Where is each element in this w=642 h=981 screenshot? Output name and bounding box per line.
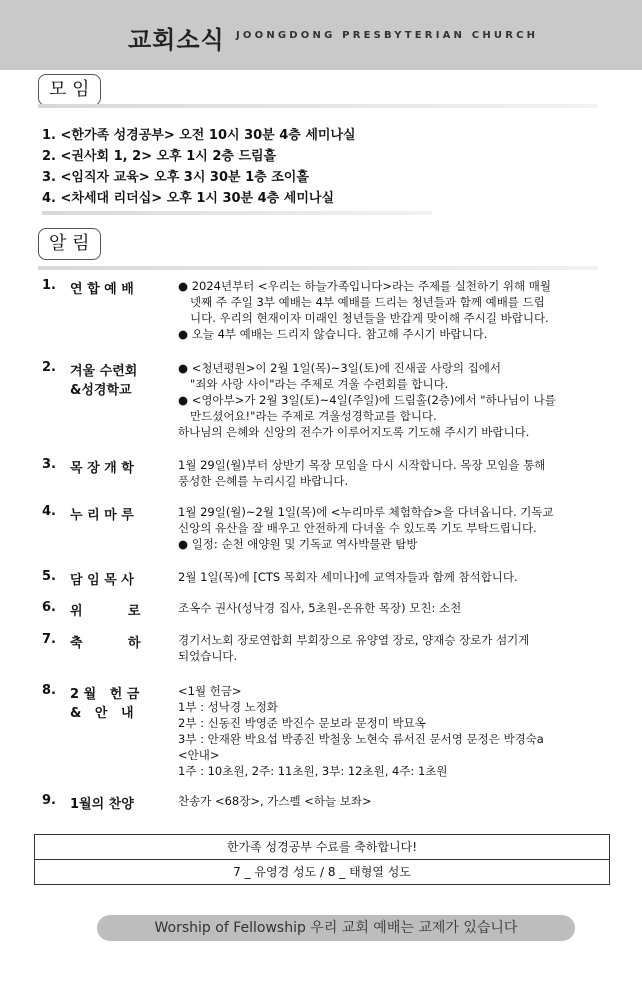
notice-label: 위 로 — [70, 604, 141, 619]
notice-line: 만드셨어요!"라는 주제로 겨울성경학교를 합니다. — [190, 409, 437, 423]
notice-line: 1부 : 성낙경 노정화 — [178, 700, 278, 714]
notice-line: 조옥수 권사(성낙경 집사, 5초원-온유한 목장) 모친: 소천 — [178, 601, 462, 615]
notice-body — [178, 600, 618, 616]
notice-line: 신앙의 유산을 잘 배우고 안전하게 다녀올 수 있도록 기도 부탁드립니다. — [178, 521, 537, 535]
meetings-divider — [38, 104, 598, 108]
notice-line: 1주 : 10초원, 2주: 11초원, 3부: 12초원, 4주: 1초원 — [178, 764, 448, 778]
notice-number: 5. — [42, 569, 56, 584]
notices-divider — [38, 266, 598, 270]
notice-body — [178, 683, 618, 779]
notice-body — [178, 793, 618, 809]
notice-label: 축 하 — [70, 636, 141, 651]
notice-line: 1월 29일(월)부터 상반기 목장 모임을 다시 시작합니다. 목장 모임을 통해 — [178, 458, 546, 472]
notice-body — [178, 278, 618, 342]
notice-line: 1월 29일(월)~2월 1일(목)에 <누리마루 체험학습>을 다녀옵니다. 기독교 — [178, 505, 554, 519]
notice-number: 4. — [42, 504, 56, 519]
notice-label: 1월의 찬양 — [70, 797, 134, 812]
notice-line: 하나님의 은혜와 신앙의 전수가 이루어지도록 기도해 주시기 바랍니다. — [178, 425, 530, 439]
notice-label: 누 리 마 루 — [70, 508, 134, 523]
notice-line: 2월 1일(목)에 [CTS 목회자 세미나]에 교역자들과 함께 참석합니다. — [178, 570, 518, 584]
notice-number: 6. — [42, 600, 56, 615]
notice-number: 9. — [42, 793, 56, 808]
meeting-item: 4. <차세대 리더십> 오후 1시 30분 4층 세미나실 — [42, 191, 335, 206]
notice-label: 목 장 개 학 — [70, 461, 134, 476]
notice-line: 풍성한 은혜를 누리시길 바랍니다. — [178, 474, 349, 488]
notice-line: 2부 : 신동진 박영준 박진수 문보라 문정미 박묘옥 — [178, 716, 426, 730]
meeting-item: 2. <권사회 1, 2> 오후 1시 2층 드림홀 — [42, 149, 277, 164]
notice-line: ● 오늘 4부 예배는 드리지 않습니다. 참고해 주시기 바랍니다. — [178, 327, 488, 341]
header-banner — [0, 0, 642, 70]
notice-number: 8. — [42, 683, 56, 698]
notice-number: 1. — [42, 278, 56, 293]
notice-body — [178, 360, 618, 440]
notice-number: 7. — [42, 632, 56, 647]
notice-line: 되었습니다. — [178, 649, 238, 663]
notice-number: 3. — [42, 457, 56, 472]
notice-line: 경기서노회 장로연합회 부회장으로 유양열 장로, 양재승 장로가 섬기게 — [178, 633, 530, 647]
notices-section-tag: 알 림 — [38, 228, 101, 260]
church-name: JOONGDONG PRESBYTERIAN CHURCH — [236, 30, 539, 41]
notice-body — [178, 569, 618, 585]
notice-line: ● <청년평원>이 2월 1일(목)~3일(토)에 진새골 사랑의 집에서 — [178, 361, 501, 375]
notice-body — [178, 504, 618, 552]
notice-line: <1월 헌금> — [178, 684, 242, 698]
notice-label: 겨울 수련회 &성경학교 — [70, 364, 138, 398]
notice-line: ● 2024년부터 <우리는 하늘가족입니다>라는 주제를 실천하기 위해 매월 — [178, 279, 551, 293]
notice-line: ● 일정: 순천 애양원 및 기독교 역사박물관 탐방 — [178, 537, 418, 551]
notice-line: 3부 : 안재완 박요섭 박종진 박철웅 노현숙 류서진 문서영 문정은 박경숙a — [178, 732, 544, 746]
notice-line: 넷째 주 주일 3부 예배는 4부 예배를 드리는 청년들과 함께 예배를 드립 — [190, 295, 545, 309]
notice-line: <안내> — [178, 748, 220, 762]
notice-body — [178, 632, 618, 664]
meetings-bottom-divider — [42, 211, 432, 215]
page-title: 교회소식 — [128, 26, 225, 54]
celebration-names: 7 _ 유영경 성도 / 8 _ 태형열 성도 — [35, 859, 609, 884]
notice-line: 찬송가 <68장>, 가스펠 <하늘 보좌> — [178, 794, 372, 808]
notice-line: ● <영아부>가 2월 3일(토)~4일(주일)에 드림홀(2층)에서 "하나님이 나를 — [178, 393, 556, 407]
notice-label: 2 월 헌 금 & 안 내 — [70, 687, 140, 721]
notice-number: 2. — [42, 360, 56, 375]
meeting-item: 1. <한가족 성경공부> 오전 10시 30분 4층 세미나실 — [42, 128, 356, 143]
celebration-title: 한가족 성경공부 수료를 축하합니다! — [226, 840, 418, 854]
notice-label: 담 임 목 사 — [70, 573, 134, 588]
notice-line: 니다. 우리의 현재이자 미래인 청년들을 반갑게 맞이해 주시길 바랍니다. — [190, 311, 549, 325]
notice-body — [178, 457, 618, 489]
notice-label: 연 합 예 배 — [70, 282, 134, 297]
notice-line: "죄와 사랑 사이"라는 주제로 겨울 수련회를 합니다. — [190, 377, 449, 391]
meetings-section-tag: 모 임 — [38, 74, 101, 106]
celebration-box — [34, 834, 610, 885]
meeting-item: 3. <임직자 교육> 오후 3시 30분 1층 조이홀 — [42, 170, 309, 185]
footer-banner: Worship of Fellowship 우리 교회 예배는 교제가 있습니다 — [97, 915, 575, 941]
